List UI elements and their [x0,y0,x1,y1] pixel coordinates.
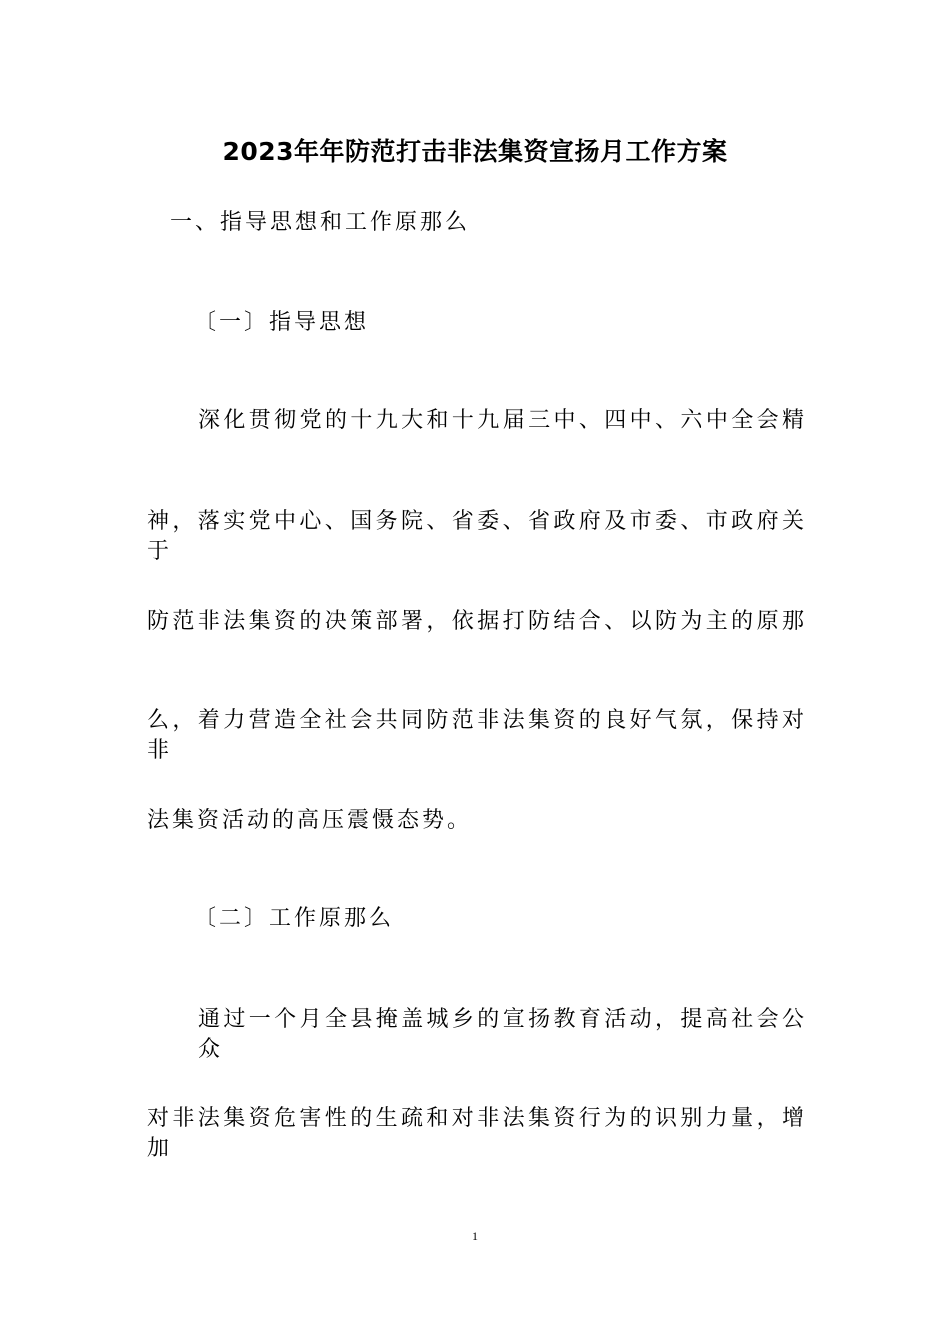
subsection-heading: 〔二〕工作原那么 [194,906,395,931]
paragraph-line: 神，落实党中心、国务院、省委、省政府及市委、市政府关于 [147,509,807,564]
paragraph-line: 么，着力营造全社会共同防范非法集资的良好气氛，保持对非 [147,708,807,763]
paragraph-line: 深化贯彻党的十九大和十九届三中、四中、六中全会精 [198,408,807,433]
paragraph-line: 防范非法集资的决策部署，依据打防结合、以防为主的原那 [147,609,807,634]
paragraph-line: 通过一个月全县掩盖城乡的宣扬教育活动，提高社会公众 [198,1007,807,1062]
paragraph-line: 对非法集资危害性的生疏和对非法集资行为的识别力量，增加 [147,1106,807,1161]
page-number: 1 [472,1229,478,1243]
subsection-heading: 〔一〕指导思想 [194,310,370,335]
document-title: 2023年年防范打击非法集资宣扬月工作方案 [222,137,728,166]
paragraph-line: 法集资活动的高压震慑态势。 [147,808,473,833]
section-heading: 一、指导思想和工作原那么 [170,210,471,235]
